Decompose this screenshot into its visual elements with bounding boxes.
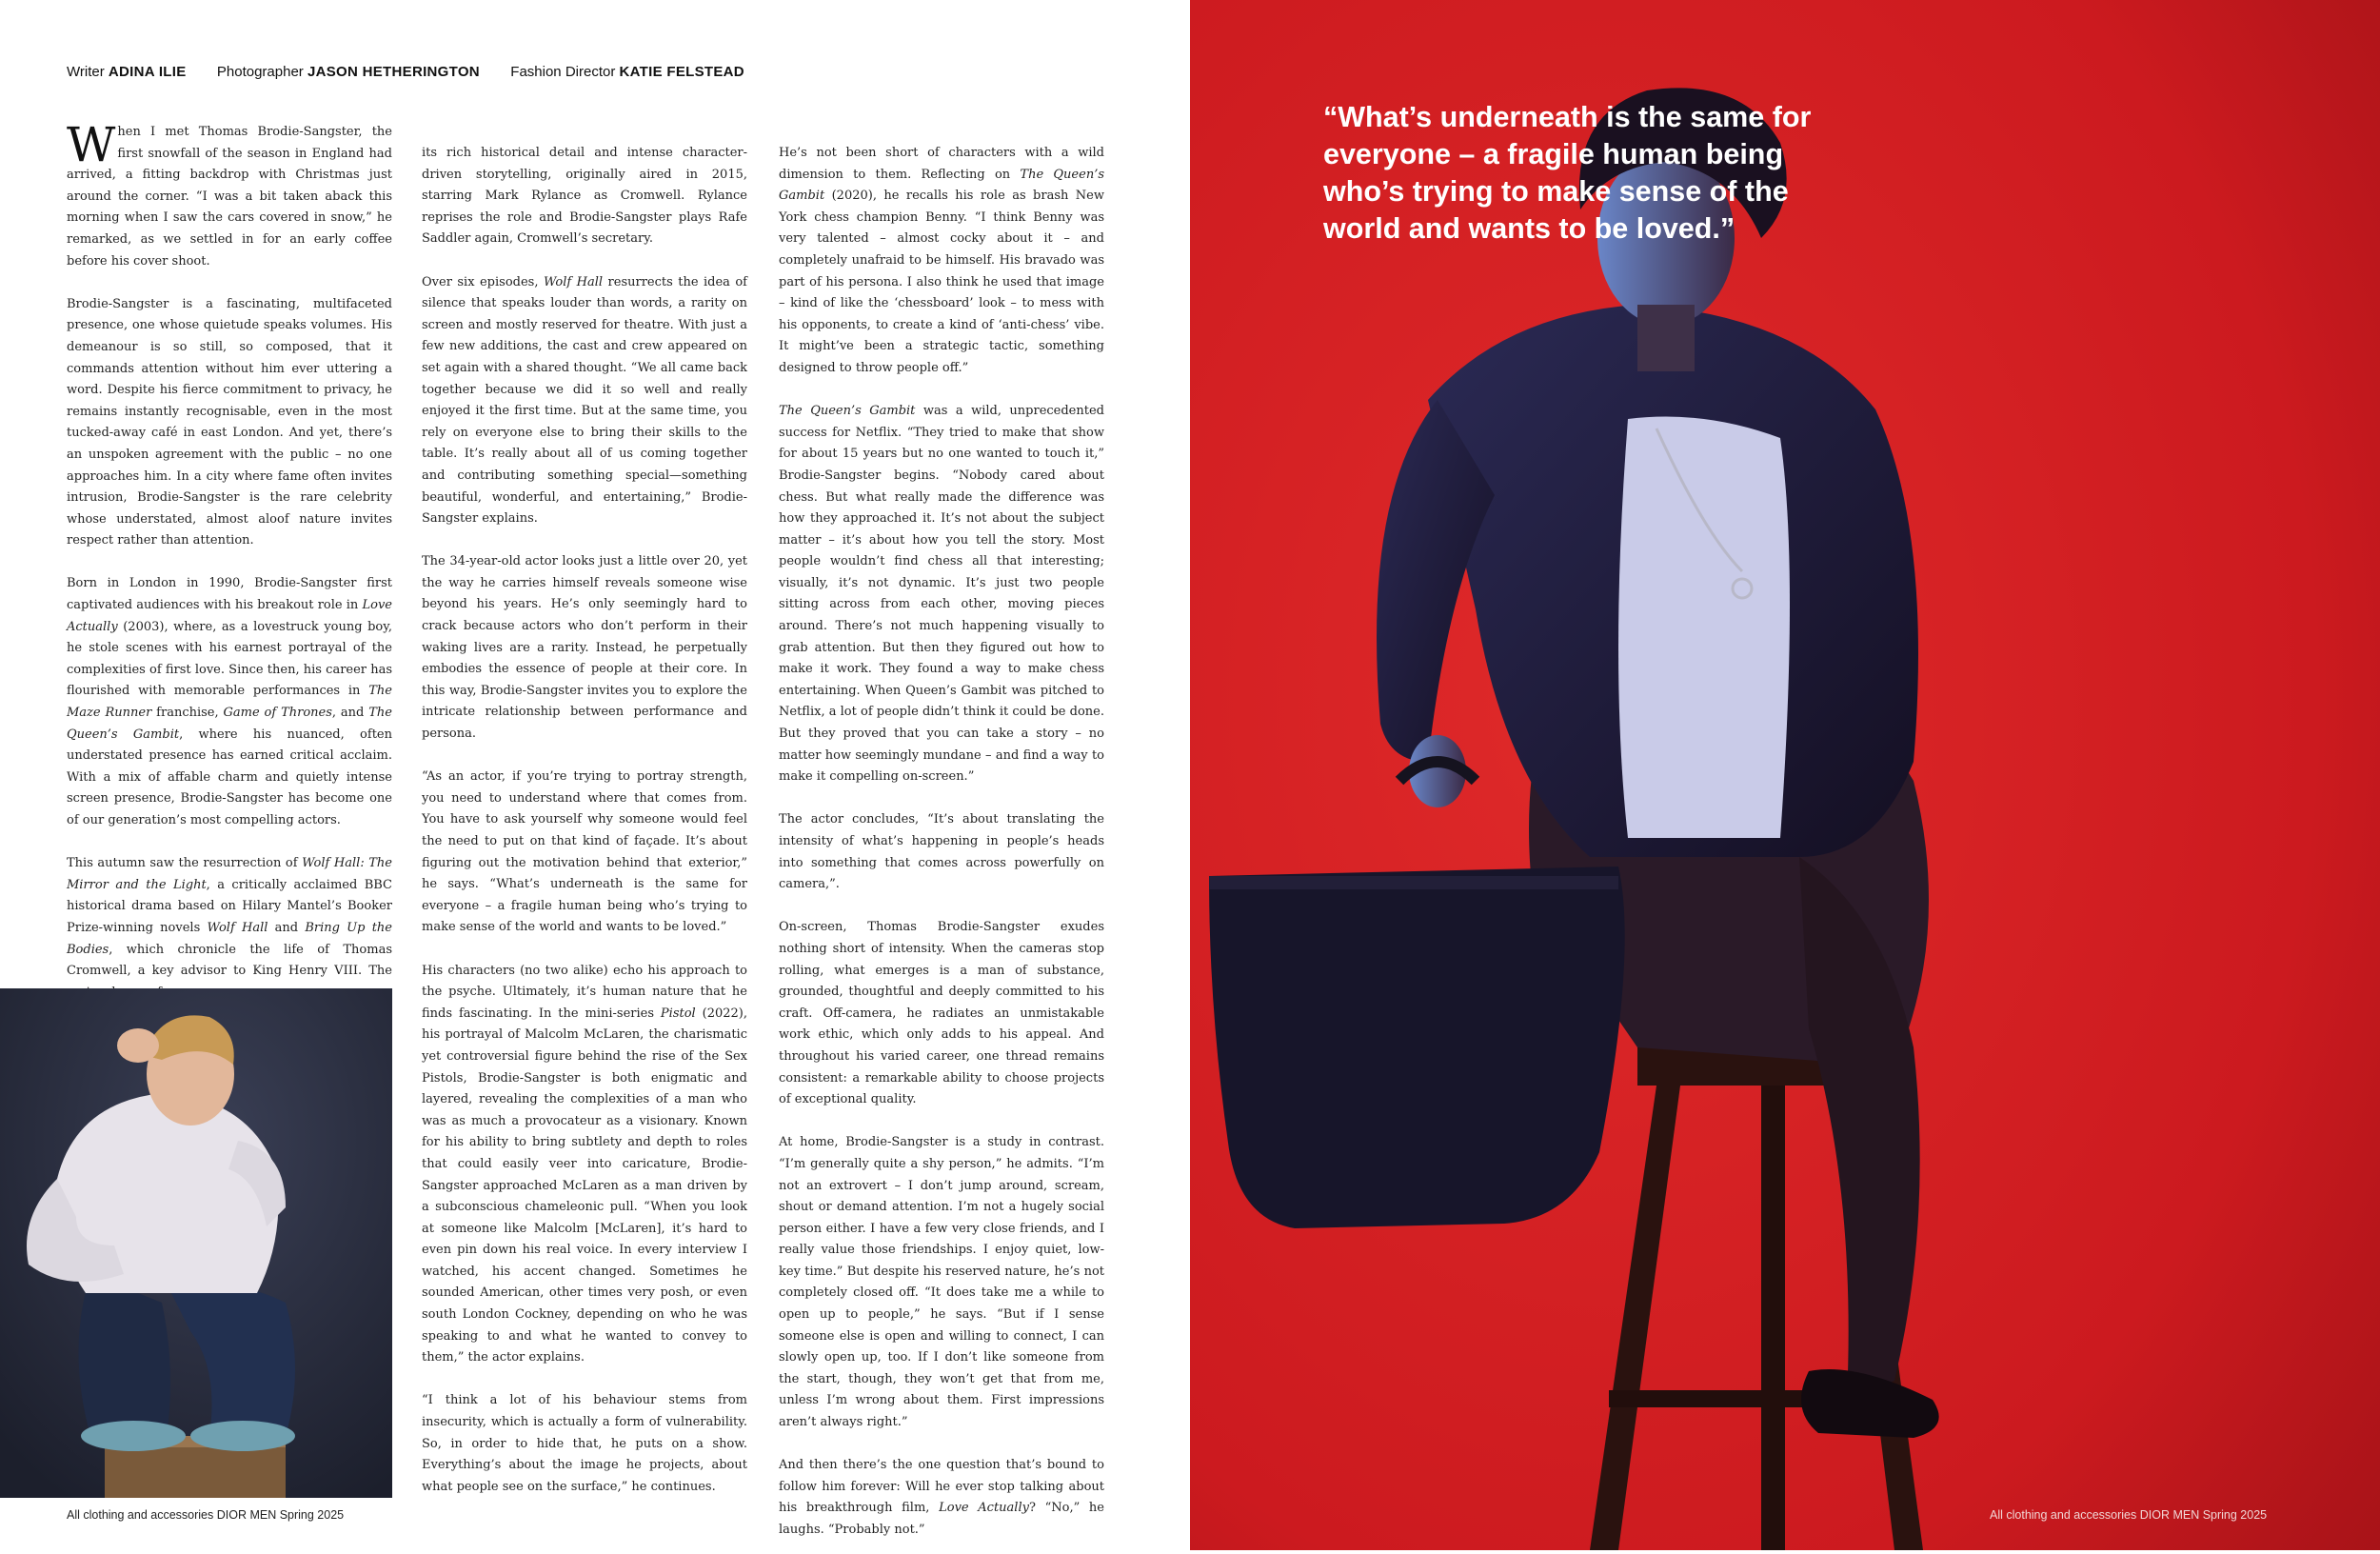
writer-role: Writer <box>67 64 105 80</box>
italic-title: Pistol <box>660 1006 696 1021</box>
writer-name: ADINA ILIE <box>108 64 187 80</box>
italic-title: Love Actually <box>939 1501 1029 1516</box>
paragraph-text: (2020), he recalls his role as brash New York chess champion Benny. “I think Benny was very talented – almost cocky about it – and completely unafraid to be himself. His bravado was part of his persona. I also think he used that image – kind of like the ‘chessboard’ look – to mess with his opponents, to create a kind of ‘anti-chess’ vibe. It might’ve been a strategic tactic, something designed to throw people off.” <box>779 189 1104 375</box>
paragraph <box>422 272 747 530</box>
photo-caption-left: All clothing and accessories DIOR MEN Spring 2025 <box>67 1508 345 1522</box>
paragraph <box>779 1455 1104 1541</box>
article-column-3 <box>779 143 1104 1542</box>
paragraph-text: hen I met Thomas Brodie-Sangster, the first snowfall of the season in England had arrived, a fitting backdrop with Christmas just around the corner. “I was a bit taken aback this morning when I saw the cars covered in snow,” he remarked, as we settled in for an early coffee before his cover shoot. <box>67 125 392 269</box>
fashion-director-role: Fashion Director <box>510 64 616 80</box>
italic-title: Game of Thrones <box>223 706 332 721</box>
pull-quote: “What’s underneath is the same for everyone – a fragile human being who’s trying to make sense of the world and wants to be loved.” <box>1323 101 1812 245</box>
italic-title: The Queen’s Gambit <box>67 706 392 742</box>
paragraph: Brodie-Sangster is a fascinating, multifaceted presence, one whose quietude speaks volumes. His demeanour is so still, so composed, that it commands attention without him ever uttering a word. Despite his fierce commitment to privacy, he remains instantly recognisable, even in the most tucked-away café in east London. And yet, there’s an unspoken agreement with the public – no one approaches him. In a city where fame often invites intrusion, Brodie-Sangster is the rare celebrity whose understated, almost aloof nature invites respect rather than attention. <box>67 296 392 548</box>
photographer-role: Photographer <box>216 64 304 80</box>
inset-portrait-photo <box>0 988 392 1498</box>
credits-line <box>67 64 744 80</box>
paragraph-text: ? “No,” he laughs. “Probably not.” <box>779 1501 1104 1537</box>
italic-title: The Queen’s Gambit <box>779 404 916 419</box>
paragraph: On-screen, Thomas Brodie-Sangster exudes nothing short of intensity. When the cameras stop rolling, what emerges is a man of substance, grounded, thoughtful and deeply committed to his craft. Off-camera, he radiates an unmistakable work ethic, which only adds to his appeal. And throughout his varied career, one thread remains consistent: a remarkable ability to choose projects of exceptional quality. <box>779 920 1104 1107</box>
paragraph: “As an actor, if you’re trying to portray strength, you need to understand where that comes from. You have to ask yourself why someone would feel the need to put on that kind of façade. It’s about figuring out the motivation behind that exterior,” he says. “What’s underneath is the same for everyone – a fragile human being who’s trying to make sense of the world and wants to be loved.” <box>422 769 747 935</box>
paragraph-text: He’s not been short of characters with a wild dimension to them. Reflecting on <box>779 146 1104 182</box>
paragraph-text: This autumn saw the resurrection of <box>67 856 303 871</box>
paragraph-text: His characters (no two alike) echo his approach to the psyche. Ultimately, it’s human nature that he finds fascinating. In the mini-series <box>422 963 747 1021</box>
italic-title: Wolf Hall <box>543 274 604 289</box>
italic-title: The Maze Runner <box>67 684 392 721</box>
article-column-1 <box>67 117 393 979</box>
italic-title: The Queen’s Gambit <box>779 167 1104 204</box>
paragraph-text: , and <box>331 706 369 721</box>
fashion-director-name: KATIE FELSTEAD <box>619 64 744 80</box>
paragraph-text: , where his nuanced, often understated presence has earned critical acclaim. With a mix of affable charm and quietly intense screen presence, Brodie-Sangster has become one of our generation’s most compelling actors. <box>67 727 392 827</box>
paragraph: At home, Brodie-Sangster is a study in contrast. “I’m generally quite a shy person,” he admits. “I’m not an extrovert – I don’t jump around, scream, shout or demand attention. I’m not a hugely social person either. I have a few very close friends, and I really value those friendships. I enjoy quiet, low-key time.” But despite his reserved nature, he’s not completely closed off. “It does take me a while to open up to people,” he says. “But if I sense someone else is open and willing to connect, I can slowly open up, too. If I don’t like someone from the start, though, they won’t get that from me, unless I’m wrong about them. First impressions aren’t always right.” <box>779 1135 1104 1430</box>
photo-caption-right: All clothing and accessories DIOR MEN Spring 2025 <box>1990 1508 2268 1522</box>
paragraph: The 34-year-old actor looks just a little over 20, yet the way he carries himself reveals someone wise beyond his years. He’s only seemingly hard to crack because actors who don’t perform in their waking lives are a rarity. Instead, he perpetually embodies the essence of people at their core. In this way, Brodie-Sangster invites you to explore the intricate relationship between performance and persona. <box>422 554 747 742</box>
paragraph: “I think a lot of his behaviour stems from insecurity, which is actually a form of vulnerability. So, in order to hide that, he puts on a show. Everything’s about the image he projects, about what people see on the surface,” he continues. <box>422 1393 747 1494</box>
photographer-name: JASON HETHERINGTON <box>307 64 480 80</box>
paragraph-text: And then there’s the one question that’s bound to follow him forever: Will he ever stop talking about his breakthrough film, <box>779 1458 1104 1516</box>
paragraph <box>422 961 747 1369</box>
paragraph-text: resurrects the idea of silence that speaks louder than words, a rarity on screen and mostly reserved for theatre. With just a few new additions, the cast and crew appeared on set again with a shared thought. “We all came back together because we did it so well and really enjoyed it the first time. But at the same time, you rely on everyone else to bring their skills to the table. It’s really about all of us coming together and contributing something special—something beautiful, wonderful, and entertaining,” Brodie-Sangster explains. <box>422 274 747 527</box>
paragraph <box>779 143 1104 380</box>
italic-title: Wolf Hall: The Mirror and the Light <box>67 856 392 892</box>
paragraph <box>67 573 392 831</box>
paragraph-text: was a wild, unprecedented success for Netflix. “They tried to make that show for about 15 years but no one wanted to touch it,” Brodie-Sangster begins. “Nobody cared about chess. But what really made the difference was how they approached it. It’s not about the subject matter – it’s about how you tell the story. Most people wouldn’t find chess all that interesting; visually, it’s not dynamic. It’s just two people sitting across from each other, moving pieces around. There’s not much happening visually to grab attention. But then they figured out how to make it work. They found a way to make chess entertaining. When Queen’s Gambit was pitched to Netflix, a lot of people didn’t think it could be done. But they proved that you can take a story – no matter how seemingly mundane – and find a way to make it compelling on-screen.” <box>779 404 1104 785</box>
paragraph-text: (2003), where, as a lovestruck young boy, he stole scenes with his earnest portrayal of the complexities of first love. Since then, his career has flourished with memorable performances in <box>67 619 392 699</box>
paragraph: its rich historical detail and intense character-driven storytelling, originally aired in 2015, starring Mark Rylance as Cromwell. Rylance reprises the role and Brodie-Sangster plays Rafe Saddler again, Cromwell’s secretary. <box>422 146 747 247</box>
paragraph-text: , a critically acclaimed BBC historical drama based on Hilary Mantel’s Booker Prize-winning novels <box>67 877 393 935</box>
paragraph-text: (2022), his portrayal of Malcolm McLaren, the charismatic yet controversial figure behind the rise of the Sex Pistols, Brodie-Sangster is both enigmatic and layered, revealing the complexities of a man who was as much a provocateur as a visionary. Known for his ability to bring subtlety and depth to roles that could easily veer into caricature, Brodie-Sangster approached McLaren as a man driven by a subconscious chameleonic pull. “When you look at someone like Malcolm [McLaren], it’s hard to even pin down his real voice. In every interview I watched, his accent changed. Sometimes he sounded American, other times very posh, or even south London Cockney, depending on who he was speaking to and what he wanted to convey to them,” the actor explains. <box>422 1006 747 1365</box>
article-column-2 <box>422 143 747 1498</box>
paragraph-text: and <box>268 920 306 935</box>
drop-cap: W <box>67 117 116 172</box>
italic-title: Wolf Hall <box>207 920 268 935</box>
paragraph <box>779 401 1104 788</box>
italic-title: Love Actually <box>67 598 392 634</box>
paragraph-text: , which chronicle the life of Thomas Cromwell, a key advisor to King Henry VIII. The <box>67 942 392 979</box>
inset-photo-illustration <box>0 988 392 1498</box>
paragraph-text: Over six episodes, <box>422 274 544 289</box>
paragraph <box>67 853 392 1004</box>
paragraph-text: Born in London in 1990, Brodie-Sangster first captivated audiences with his breakout role in <box>67 576 392 613</box>
paragraph: The actor concludes, “It’s about translating the intensity of what’s happening in people’s heads into something that comes across powerfully on camera,”. <box>779 812 1104 892</box>
paragraph-text: franchise, <box>151 706 224 721</box>
paragraph <box>67 117 392 272</box>
italic-title: Bring Up the Bodies <box>67 920 392 957</box>
